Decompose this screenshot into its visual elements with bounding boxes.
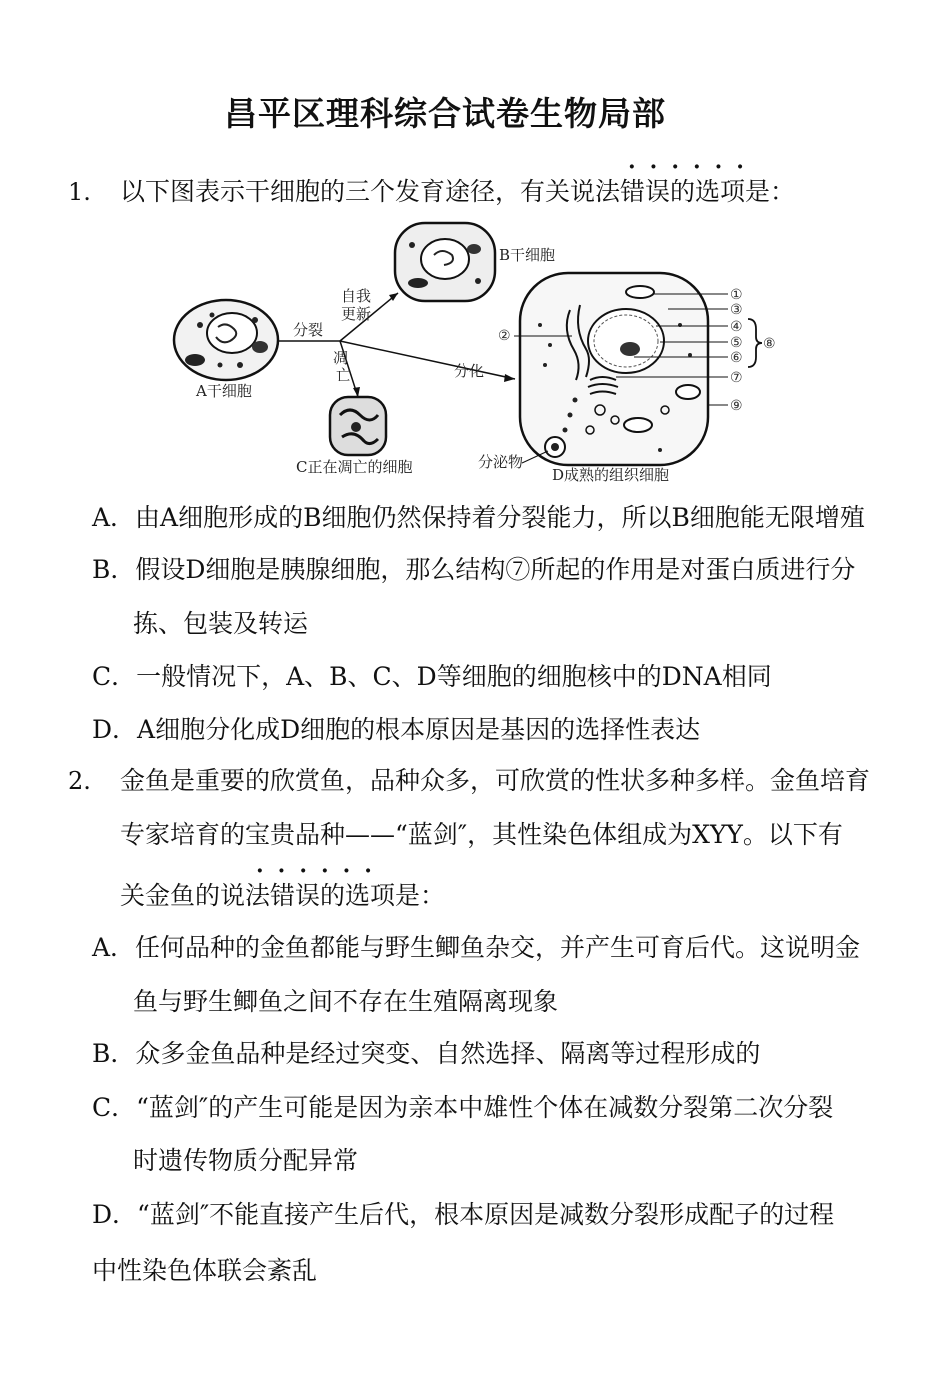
self-renew-label-1: 自我	[341, 287, 372, 305]
q1-option-d: D．A细胞分化成D细胞的根本原因是基因的选择性表达	[92, 715, 701, 744]
cell-d-label: D成熟的组织细胞	[552, 466, 670, 484]
cell-a-label: A干细胞	[196, 382, 252, 400]
mark-4: ④	[730, 319, 743, 335]
q2-option-c-line2: 时遗传物质分配异常	[133, 1146, 359, 1175]
mark-9: ⑨	[730, 398, 743, 414]
q1-number: 1.	[68, 178, 91, 206]
cell-b	[395, 223, 495, 301]
stem-cell-diagram	[160, 215, 790, 490]
secretion-label: 分泌物	[478, 453, 524, 471]
q1-option-b-line2: 拣、包装及转运	[133, 609, 309, 638]
apoptosis-label-1: 凋	[333, 349, 349, 367]
q1-stem: 以下图表示干细胞的三个发育途径，有关说法错误的选项是：	[120, 177, 796, 206]
q1-option-a: A．由A细胞形成的B细胞仍然保持着分裂能力，所以B细胞能无限增殖	[92, 503, 865, 532]
q2-stem-line2: 专家培育的宝贵品种——“蓝剑″，其性染色体组成为XYY。以下有	[120, 820, 843, 849]
mark-6: ⑥	[730, 350, 743, 366]
q2-option-a-line2: 鱼与野生鲫鱼之间不存在生殖隔离现象	[133, 987, 559, 1016]
apoptosis-label-2: 亡	[336, 366, 352, 384]
mark-2: ②	[498, 328, 511, 344]
q2-stem-line3: 关金鱼的说法错误的选项是：	[120, 881, 446, 910]
differentiation-label: 分化	[454, 362, 485, 380]
q2-option-d-line2: 中性染色体联会紊乱	[92, 1256, 318, 1285]
q2-option-a-line1: A．任何品种的金鱼都能与野生鲫鱼杂交，并产生可育后代。这说明金	[92, 933, 861, 962]
division-label: 分裂	[293, 321, 324, 339]
cell-a	[174, 300, 278, 380]
cell-d	[520, 273, 708, 465]
mark-5: ⑤	[730, 335, 743, 351]
self-renew-label-2: 更新	[341, 305, 372, 323]
mark-3: ③	[730, 302, 743, 318]
q2-option-d-line1: D．“蓝剑″不能直接产生后代，根本原因是减数分裂形成配子的过程	[92, 1200, 835, 1229]
cell-b-label: B干细胞	[499, 246, 556, 264]
cell-c-label: C正在凋亡的细胞	[296, 458, 413, 476]
mark-7: ⑦	[730, 370, 743, 386]
page-title: 昌平区理科综合试卷生物局部	[224, 94, 666, 133]
cell-c	[330, 397, 386, 455]
mark-8: ⑧	[763, 336, 776, 352]
q2-emphasis-dots: ······	[256, 858, 386, 884]
q1-emphasis-dots: ······	[628, 154, 758, 180]
mark-1: ①	[730, 287, 743, 303]
q1-option-b-line1: B．假设D细胞是胰腺细胞，那么结构⑦所起的作用是对蛋白质进行分	[92, 555, 856, 584]
q2-option-b: B．众多金鱼品种是经过突变、自然选择、隔离等过程形成的	[92, 1039, 761, 1068]
q2-stem-line1: 金鱼是重要的欣赏鱼，品种众多，可欣赏的性状多种多样。金鱼培育	[120, 766, 871, 795]
q1-option-c: C．一般情况下，A、B、C、D等细胞的细胞核中的DNA相同	[92, 662, 772, 691]
q2-number: 2.	[68, 767, 91, 795]
q2-option-c-line1: C．“蓝剑″的产生可能是因为亲本中雄性个体在减数分裂第二次分裂	[92, 1093, 834, 1122]
